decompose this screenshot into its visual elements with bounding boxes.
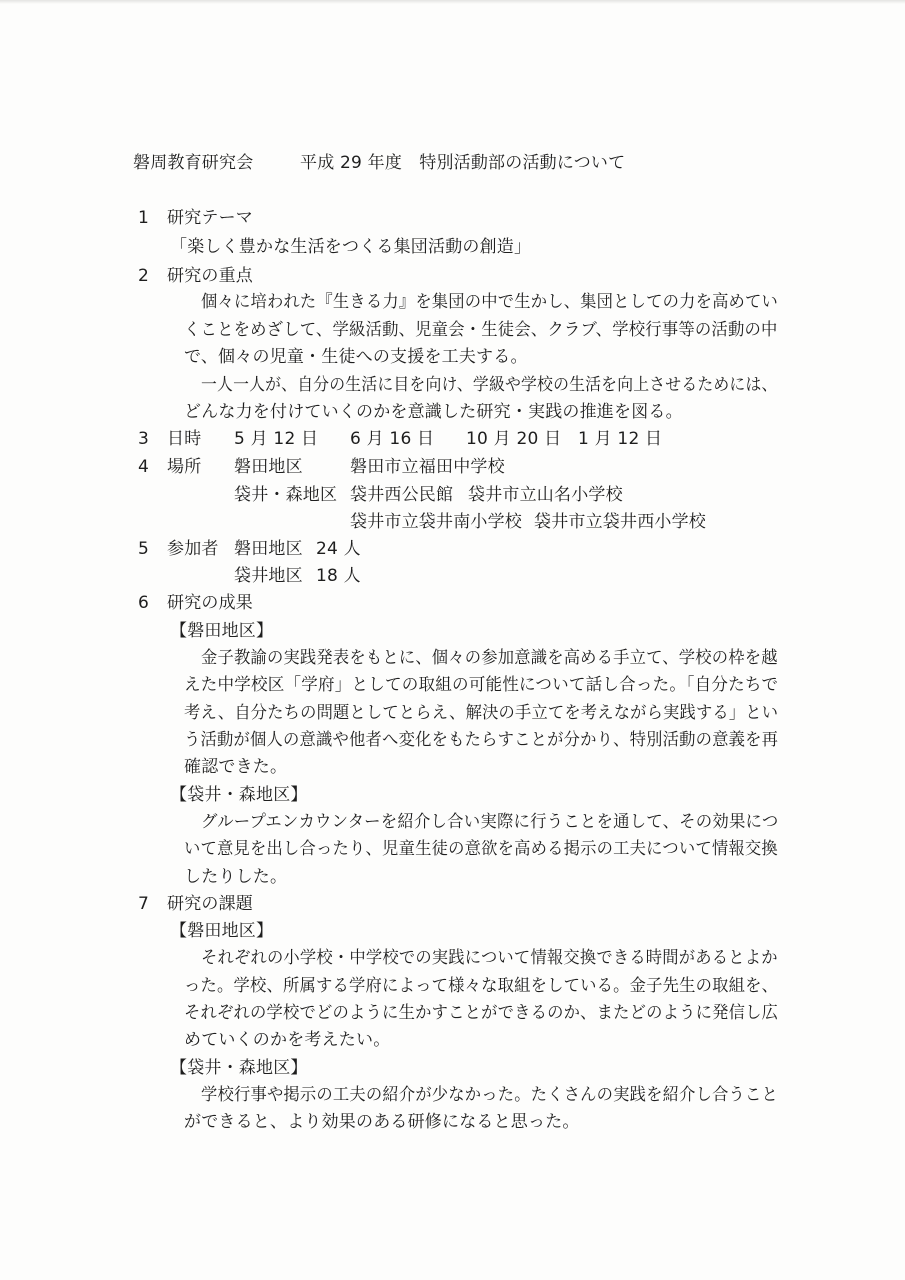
results-line: 金子教諭の実践発表をもとに、個々の参加意識を高める手立て、学校の枠を越 xyxy=(201,648,778,668)
results-line: 確認できた。 xyxy=(184,757,288,777)
issues-line: それぞれの学校でどのように生かすことができるのか、またどのように発信し広 xyxy=(184,1003,779,1023)
section-2-line: で、個々の児童・生徒への支援を工夫する。 xyxy=(184,347,528,367)
results-line: えた中学校区「学府」としての取組の可能性について話し合った。「自分たちで xyxy=(184,675,779,695)
section-2-heading: 研究の重点 xyxy=(167,266,253,286)
venue-name: 袋井西公民館 xyxy=(350,485,454,505)
section-1-heading: 研究テーマ xyxy=(167,208,253,228)
date-item: 1 月 12 日 xyxy=(578,429,663,449)
venue-name: 磐田市立福田中学校 xyxy=(350,457,505,477)
scan-edge xyxy=(0,0,905,4)
section-3-heading: 日時 xyxy=(167,429,202,449)
section-7-heading: 研究の課題 xyxy=(167,894,253,914)
section-2-line: 一人一人が、自分の生活に目を向け、学級や学校の生活を向上させるためには、 xyxy=(201,375,778,395)
participant-count: 18 人 xyxy=(316,566,361,586)
organization-name: 磐周教育研究会 xyxy=(133,153,254,173)
section-4-number: 4 xyxy=(138,457,150,477)
issues-line: それぞれの小学校・中学校での実践について情報交換できる時間があるとよか xyxy=(201,948,778,968)
issues-line: 学校行事や掲示の工夫の紹介が少なかった。たくさんの実践を紹介し合うこと xyxy=(201,1085,779,1105)
results-line: う活動が個人の意識や他者へ変化をもたらすことが分かり、特別活動の意義を再 xyxy=(184,730,779,750)
participant-district: 磐田地区 xyxy=(234,539,303,559)
date-item: 6 月 16 日 xyxy=(350,429,435,449)
participant-district: 袋井地区 xyxy=(234,566,303,586)
section-2-line: 個々に培われた『生きる力』を集団の中で生かし、集団としての力を高めてい xyxy=(201,292,779,312)
venue-name: 袋井市立袋井南小学校 xyxy=(350,512,522,532)
results-line: したりした。 xyxy=(184,867,288,887)
date-item: 10 月 20 日 xyxy=(466,429,562,449)
district-label: 【袋井・森地区】 xyxy=(170,1058,308,1078)
date-item: 5 月 12 日 xyxy=(234,429,319,449)
issues-line: めていくのかを考えたい。 xyxy=(184,1030,391,1050)
section-1-theme: 「楽しく豊かな生活をつくる集団活動の創造」 xyxy=(170,237,532,257)
section-6-number: 6 xyxy=(138,593,150,613)
results-line: グループエンカウンターを紹介し合い実際に行うことを通して、その効果につ xyxy=(201,812,779,832)
participant-count: 24 人 xyxy=(316,539,361,559)
district-label: 【磐田地区】 xyxy=(170,921,274,941)
section-3-number: 3 xyxy=(138,429,150,449)
section-2-number: 2 xyxy=(138,266,150,286)
section-2-line: どんな力を付けていくのかを意識した研究・実践の推進を図る。 xyxy=(184,402,683,422)
section-2-line: くことをめざして、学級活動、児童会・生徒会、クラブ、学校行事等の活動の中 xyxy=(184,320,778,340)
issues-line: ができると、より効果のある研修になると思った。 xyxy=(184,1112,580,1132)
section-6-heading: 研究の成果 xyxy=(167,593,253,613)
issues-line: った。学校、所属する学府によって様々な取組をしている。金子先生の取組を、 xyxy=(184,976,779,996)
section-5-number: 5 xyxy=(138,539,150,559)
venue-district: 磐田地区 xyxy=(234,457,303,477)
venue-district: 袋井・森地区 xyxy=(234,485,338,505)
district-label: 【磐田地区】 xyxy=(170,621,274,641)
section-7-number: 7 xyxy=(138,894,150,914)
district-label: 【袋井・森地区】 xyxy=(170,785,308,805)
document-title: 平成 29 年度 特別活動部の活動について xyxy=(300,153,626,173)
section-4-heading: 場所 xyxy=(167,457,202,477)
venue-name: 袋井市立袋井西小学校 xyxy=(534,512,706,532)
results-line: 考え、自分たちの問題としてとらえ、解決の手立てを考えながら実践する」とい xyxy=(184,703,779,723)
section-5-heading: 参加者 xyxy=(167,539,219,559)
section-1-number: 1 xyxy=(138,208,150,228)
venue-name: 袋井市立山名小学校 xyxy=(468,485,623,505)
results-line: いて意見を出し合ったり、児童生徒の意欲を高める掲示の工夫について情報交換 xyxy=(184,839,778,859)
